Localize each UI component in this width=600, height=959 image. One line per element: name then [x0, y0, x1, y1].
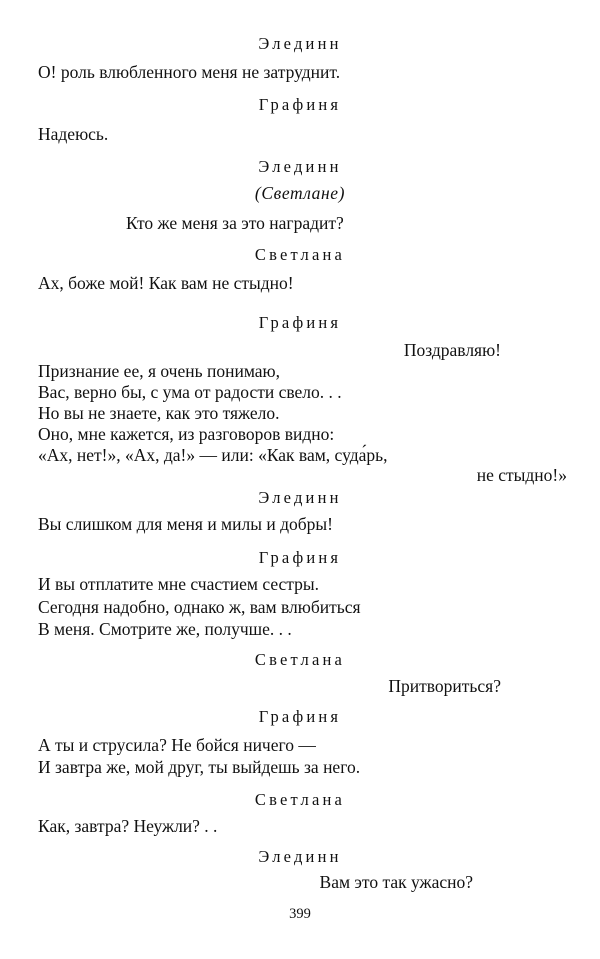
dialogue-line: И вы отплатите мне счастием сестры.	[38, 574, 320, 594]
dialogue-line: Признание ее, я очень понимаю,	[38, 361, 280, 381]
page-number: 399	[289, 906, 311, 922]
dialogue-line: А ты и струсила? Не бойся ничего —	[38, 735, 316, 755]
dialogue-line: Надеюсь.	[38, 124, 109, 144]
dialogue-line: Вас, верно бы, с ума от радости свело. . .	[38, 382, 342, 402]
speaker-name: Светлана	[254, 650, 346, 669]
dialogue-line: Оно, мне кажется, из разговоров видно:	[38, 424, 335, 444]
dialogue-line: не стыдно!»	[476, 465, 567, 485]
dialogue-line: Но вы не знаете, как это тяжело.	[38, 403, 280, 423]
dialogue-line: Вам это так ужасно?	[319, 872, 473, 892]
dialogue-line: Ах, боже мой! Как вам не стыдно!	[38, 273, 294, 293]
dialogue-line: «Ах, нет!», «Ах, да!» — или: «Как вам, суда́рь,	[38, 445, 388, 465]
speaker-name: Графиня	[258, 548, 342, 567]
speaker-name: Графиня	[258, 707, 342, 726]
stage-direction: (Светлане)	[254, 183, 346, 203]
speaker-name: Светлана	[254, 245, 346, 264]
dialogue-line: Сегодня надобно, однако ж, вам влюбиться	[38, 597, 361, 617]
speaker-name: Элединн	[258, 157, 342, 176]
dialogue-line: И завтра же, мой друг, ты выйдешь за него.	[38, 757, 361, 777]
speaker-name: Графиня	[258, 95, 342, 114]
dialogue-line: В меня. Смотрите же, получше. . .	[38, 619, 292, 639]
dialogue-line: Поздравляю!	[403, 340, 501, 360]
dialogue-line: Притвориться?	[388, 676, 501, 696]
dialogue-line: О! роль влюбленного меня не затруднит.	[38, 62, 341, 82]
speaker-name: Элединн	[258, 847, 342, 866]
dialogue-line: Вы слишком для меня и милы и добры!	[38, 514, 333, 534]
dialogue-line: Кто же меня за это наградит?	[126, 213, 344, 233]
speaker-name: Элединн	[258, 34, 342, 53]
speaker-name: Светлана	[254, 790, 346, 809]
speaker-name: Графиня	[258, 313, 342, 332]
speaker-name: Элединн	[258, 488, 342, 507]
dialogue-line: Как, завтра? Неужли? . .	[38, 816, 218, 836]
